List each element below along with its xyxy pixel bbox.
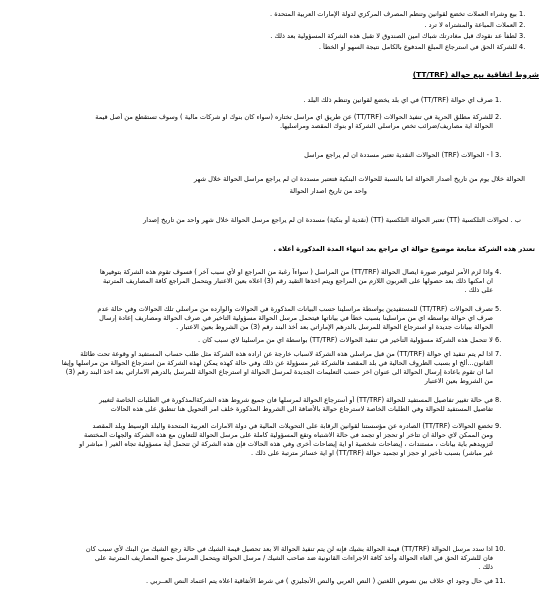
term-item-2-line-2: الحوالة اية مصاريف/ضرائب تخص مراسلي الشركة او بنوك المقصد ومراسليها.: [280, 122, 493, 130]
term-item-10-line-2: فان للشركة الحق في الغاء الحوالة وأخذ كافة الاجراءات القانونية ضد صاحب الشيك / مرسل الحوالة ويتحمل المرسل جميع المصاريف المترتبة على: [94, 554, 493, 562]
top-list-item-3: 3. لطفاً عد نقودك قبل مغادرتك شباك امين الصندوق لا تقبل هذه الشركة المسؤولية بعد ذلك .: [270, 32, 526, 40]
term-item-11: 11. في حال وجود اي خلاف بين نصوص اللغتين ( النص العربي والنص الأنجليزي ) في شرط الأتفاقية اعلاه يتم اعتماد النص العــربي .: [145, 577, 506, 585]
term-item-7: 7. اذا لم يتم تنفيذ اي حوالة (TT/TRF) من قبل مراسلي هذه الشركة لاسباب خارجة عن اراده هذه الشركة مثل طلب حساب المستفيد او وقوعة تحت طائلة: [80, 350, 502, 358]
term-item-8-line-2: تفاصيل المستفيد للحوالة وفي الطلبات الخاصة لاسترجاع حوالة بالأضافة الى الشروط المذكورة خلف امر التحويل هنا تنطبق على هذه الحالات: [110, 405, 493, 413]
term-item-5-line-3: الحوالة ببيانات جديدة او استرجاع الحوالة للمرسل بالدرهم الإماراتي بعد أخذ البند رقم (3) من الشروط بعين الاعتبار .: [176, 323, 493, 331]
term-item-3-para-line-1: الحوالة خلال يوم من تاريخ أصدار الحوالة اما بالنسبة للحوالات البنكية فتعتبر مسددة ان لم يراجع مراسل الحوالة خلال شهر: [193, 175, 525, 183]
term-item-5-line-2: صرف اي حوالة بواسطه اي من مراسلينا بسبب خطأ في بياناتها فيتحمل مرسل الحوالة مسؤولية التاخير في صرف الحوالة ومصاريف إعادة إرسال: [99, 314, 493, 322]
term-item-3: 3. أ - الحوالات (TRF) الحوالات النقدية تعتبر مسددة ان لم يراجع مراسل: [304, 151, 502, 159]
term-item-9-line-4: غير مباشر) بسبب تأخير او حجز او تجميد حوالة (TT/TRF) او اية خسائر مترتبة على ذلك .: [251, 449, 493, 457]
term-item-7-line-3: اما ان تقوم باعادة إرسال الحوالة الى عنوان اخر حسب التعليمات الجديدة لمرسل الحوالة او استرجاع الحوالة للمرسل بالدرهم الاماراتي بعد اخذ البند رقم (3): [65, 368, 493, 376]
term-item-2: 2. للشركة مطلق الحرية في تنفيذ الحوالات (TT/TRF) عن طريق اي مراسل تختاره (سواء كان بنوك او شركات مالية ) وسوف تستقطع من أصل قيمة: [95, 113, 502, 121]
notice-line: تعتذر هذه الشركة متابعة موضوع حوالة اي مراجع بعد انتهاء المدة المذكورة أعلاه .: [273, 245, 535, 253]
term-item-6: 6. لا تتحمل هذه الشركة مسؤولية التأخير في تنفيذ الحوالات (TT/TRF) بواسطة اي من مراسلينا لاي سبب كان .: [198, 336, 502, 344]
term-item-9: 9. تخضع الحوالات (TT/TRF) الصادره عن مؤسستنا لقوانين الرقابة على التحويلات المالية في دولة الامارات العربية المتحدة والبلد الوسيط وبلد المقصد: [92, 422, 502, 430]
term-item-4: 4. واذا لزم الأمر لتوفير صورة ايصال الحوالة (TT/TRF) من المراسل ( سواءاً رغبة من المراجع او لأي سبب آخر ) فسوف تقوم هذه الشركة بتوفيرها: [99, 268, 502, 276]
term-item-7-line-2: القانون...ألخ او بسبب الظروف الحالية في بلد المقصد فالشركة غير مسؤولة عن ذلك وفي حالة كهذه يمكن لهذه الشركة من استرجاع الحوالة من مراسلها وإيفا: [61, 359, 493, 367]
term-item-4-line-2: ان امكنها ذلك بعد حصولها على العربون اللازم من المراجع ويتم اخذها التقيد رقم (3) اعلاه بعين الاعتبار ويتحمل المراجع كافة المصاريف المترتبة: [102, 277, 493, 285]
term-item-7-line-4: من الشروط بعين الاعتبار: [424, 377, 493, 385]
top-list-item-1: 1. بيع وشراء العملات تخضع لقوانين وتنظم المصرف المركزي لدولة الإمارات العربية المتحدة .: [270, 10, 526, 18]
term-item-3-para-line-2: واحد من تاريخ اصدار الحوالة: [289, 187, 367, 195]
section-title: شروط اتفاقية بيع حوالة (TT/TRF): [412, 70, 539, 79]
top-list-item-4: 4. للشركة الحق في استرجاع المبلغ المدفوع بالكامل نتيجة السهو أو الخطأ .: [318, 43, 526, 51]
term-item-4-line-3: على ذلك .: [464, 286, 493, 294]
top-list-item-2: 2. العملات المباعة والمشتراه لا ترد .: [424, 21, 526, 29]
term-item-5: 5. تصرف الحوالات (TT/TRF) للمستفيدين بواسطة مراسلينا حسب البيانات المذكورة في الحوالات والوارده من مراسلي تلك الحوالات وفي حالة عدم: [97, 305, 502, 313]
term-item-10: 10. اذا سدد مرسل الحوالة (TT/TRF) قيمة الحوالة بشيك فإنه لن يتم تنفيذ الحوالة الا بعد تحصيل قيمة الشيك في حالة رجع الشيك من البنك لأي سبب كان: [85, 545, 506, 553]
term-item-3-b: ب . لحوالات التلكسية (TT) تعتبر الحوالة التلكسية (TT) (نقدية أو بنكية) مسددة ان لم يراجع مرسل الحوالة خلال شهر واحد من تاريخ إصدار: [143, 216, 521, 224]
term-item-10-line-3: ذلك .: [478, 563, 493, 571]
term-item-9-line-2: ومن الممكن لاي حوالة ان تتاخر او تحجز او تجمد في حالة الاشتباه وتقع المسؤولية كاملة على مرسل الحوالة للتعاون مع هذه الشركة والجهات المختصة: [83, 431, 493, 439]
term-item-9-line-3: لتزويدهم باية بيانات ، مستندات ، إيضاحات شخصية او اية إيضاحات أخرى وفي هذه الحالات فإن هذه الشركة لن تتحمل أية مسؤولية تجاه الغير ( مباشر او: [79, 440, 493, 448]
term-item-1: 1. صرف اي حوالة (TT/TRF) في اي بلد يخضع لقوانين وتنظم ذلك البلد .: [303, 96, 502, 104]
term-item-8: 8. في حالة تغيير تفاصيل المستفيد للحوالة (TT/TRF) أو أسترجاع الحوالة لمرسلها فان جميع شروط هذه الشركةالمذكورة في الطلبات الخاصة لتغيير: [99, 396, 502, 404]
